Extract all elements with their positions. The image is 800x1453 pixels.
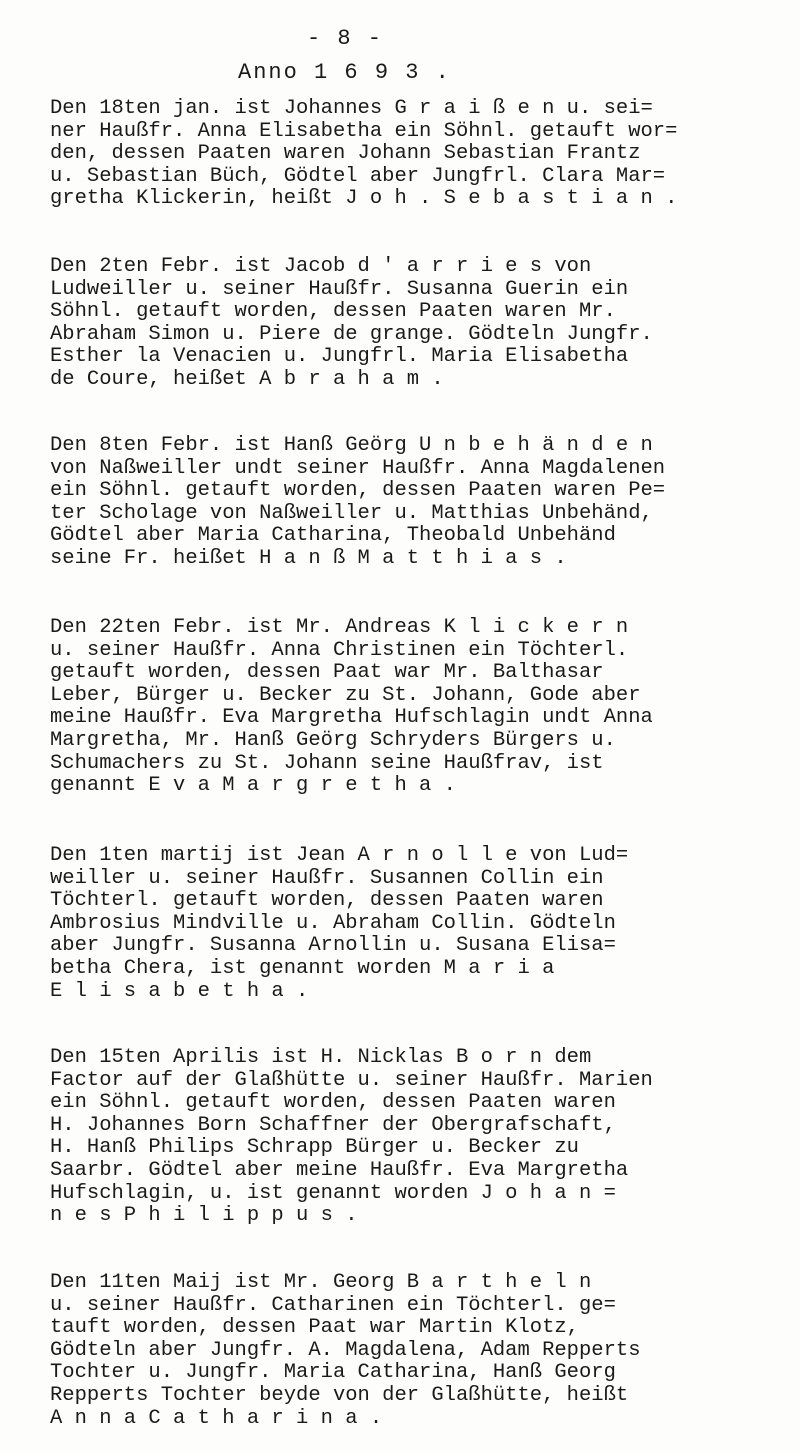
baptism-entry	[50, 1047, 795, 1228]
year-heading: Anno 1 6 9 3 .	[238, 60, 451, 85]
entry-line: den, dessen Paaten waren Johann Sebastian Frantz	[50, 143, 641, 166]
entry-line: Den 2ten Febr. ist Jacob d ' a r r i e s von	[50, 256, 592, 278]
entry-line: Den 8ten Febr. ist Hanß Geörg U n b e h ä n d e n	[50, 435, 653, 457]
entry-line: Den 18ten jan. ist Johannes G r a i ß e n u. sei=	[50, 98, 653, 120]
entry-line: Repperts Tochter beyde von der Glaßhütte, heißt	[50, 1384, 629, 1407]
entry-line: Margretha, Mr. Hanß Geörg Schryders Bürgers u.	[50, 729, 616, 752]
entry-line: ein Söhnl. getauft worden, dessen Paaten waren Pe=	[50, 480, 666, 503]
entry-line: Den 1ten martij ist Jean A r n o l l e von Lud=	[50, 845, 629, 867]
entry-line: ein Söhnl. getauft worden, dessen Paaten waren	[50, 1092, 616, 1115]
entry-line: Hufschlagin, u. ist genannt worden J o h a n =	[50, 1182, 616, 1205]
baptism-entry	[50, 617, 795, 798]
entry-line: Tochter u. Jungfr. Maria Catharina, Hanß Georg	[50, 1362, 616, 1385]
entry-line: weiller u. seiner Haußfr. Susannen Collin ein	[50, 867, 604, 890]
page-number: - 8 -	[306, 26, 383, 51]
entry-line: Gödtel aber Maria Catharina, Theobald Unbehänd	[50, 525, 616, 548]
entry-line: u. seiner Haußfr. Catharinen ein Töchterl. ge=	[50, 1294, 616, 1317]
entry-line: de Coure, heißet A b r a h a m .	[50, 368, 444, 391]
entry-line: Den 11ten Maij ist Mr. Georg B a r t h e l n	[50, 1272, 592, 1294]
entry-line: ner Haußfr. Anna Elisabetha ein Söhnl. getauft wor=	[50, 120, 678, 143]
entry-line: betha Chera, ist genannt worden M a r i a	[50, 957, 555, 980]
baptism-entry	[50, 435, 795, 571]
entry-line: H. Johannes Born Schaffner der Obergrafschaft,	[50, 1114, 616, 1137]
entry-line: genannt E v a M a r g r e t h a .	[50, 775, 456, 798]
entry-line: Den 22ten Febr. ist Mr. Andreas K l i c k e r n	[50, 617, 629, 639]
entry-line: aber Jungfr. Susanna Arnollin u. Susana Elisa=	[50, 935, 616, 958]
entry-line: n e s P h i l i p p u s .	[50, 1205, 358, 1228]
entry-line: Gödteln aber Jungfr. A. Magdalena, Adam Repperts	[50, 1339, 641, 1362]
entry-line: Leber, Bürger u. Becker zu St. Johann, Gode aber	[50, 684, 641, 707]
entry-line: Ludweiller u. seiner Haußfr. Susanna Guerin ein	[50, 278, 629, 301]
entry-line: Schumachers zu St. Johann seine Haußfrav, ist	[50, 752, 604, 775]
entry-line: Esther la Venacien u. Jungfrl. Maria Elisabetha	[50, 346, 629, 369]
baptism-entry	[50, 845, 795, 1003]
entry-line: u. seiner Haußfr. Anna Christinen ein Töchterl.	[50, 639, 629, 662]
entry-line: Factor auf der Glaßhütte u. seiner Haußfr. Marien	[50, 1069, 653, 1092]
entry-line: Ambrosius Mindville u. Abraham Collin. Gödteln	[50, 912, 616, 935]
entry-line: H. Hanß Philips Schrapp Bürger u. Becker zu	[50, 1137, 579, 1160]
entry-line: getauft worden, dessen Paat war Mr. Balthasar	[50, 662, 604, 685]
entry-line: von Naßweiller undt seiner Haußfr. Anna Magdalenen	[50, 457, 666, 480]
entry-line: meine Haußfr. Eva Margretha Hufschlagin undt Anna	[50, 707, 653, 730]
entry-line: u. Sebastian Büch, Gödtel aber Jungfrl. Clara Mar=	[50, 165, 666, 188]
entry-line: gretha Klickerin, heißt J o h . S e b a s t i a n .	[50, 188, 678, 211]
entry-line: tauft worden, dessen Paat war Martin Klotz,	[50, 1317, 579, 1340]
baptism-entry	[50, 256, 795, 392]
entry-line: E l i s a b e t h a .	[50, 980, 309, 1003]
entry-line: seine Fr. heißet H a n ß M a t t h i a s .	[50, 547, 567, 570]
baptism-entry	[50, 1272, 795, 1430]
entry-line: Söhnl. getauft worden, dessen Paaten waren Mr.	[50, 301, 616, 324]
entry-line: Saarbr. Gödtel aber meine Haußfr. Eva Margretha	[50, 1159, 629, 1182]
entry-line: ter Scholage von Naßweiller u. Matthias Unbehänd,	[50, 502, 653, 525]
entry-line: A n n a C a t h a r i n a .	[50, 1407, 383, 1430]
baptism-entry	[50, 98, 795, 211]
entry-line: Töchterl. getauft worden, dessen Paaten waren	[50, 890, 604, 913]
entry-line: Den 15ten Aprilis ist H. Nicklas B o r n dem	[50, 1047, 592, 1069]
entry-line: Abraham Simon u. Piere de grange. Gödteln Jungfr.	[50, 323, 653, 346]
